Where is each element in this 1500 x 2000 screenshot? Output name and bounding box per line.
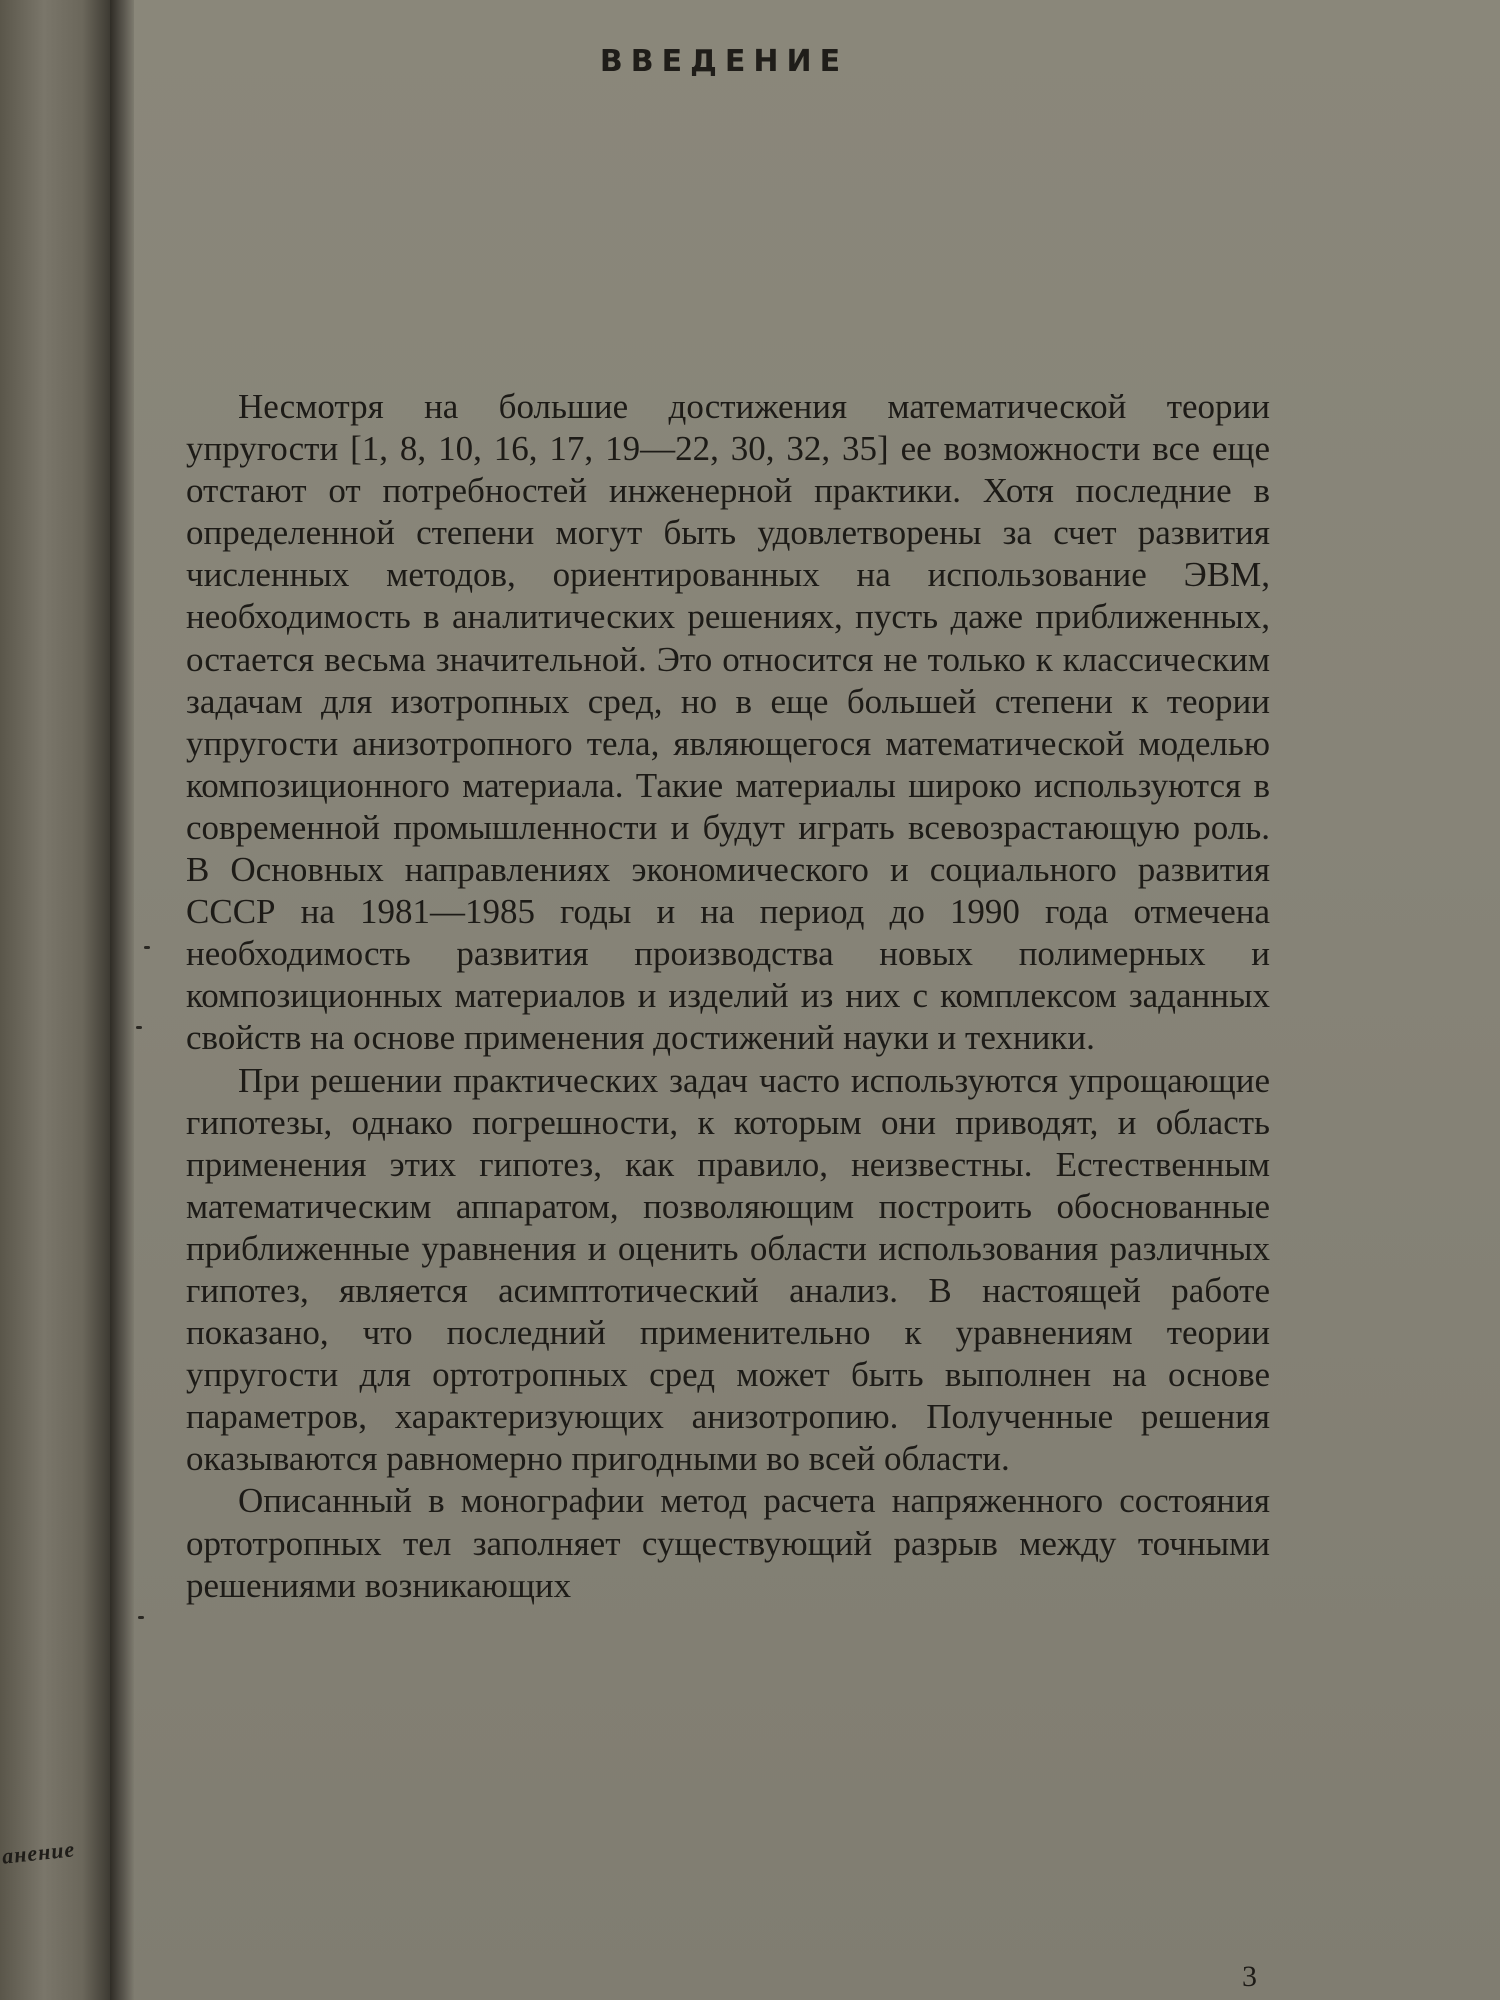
body-text — [186, 386, 1270, 1607]
paragraph-3: Описанный в монографии метод расчета напряженного состояния ортотропных тел заполняет существующий разрыв между точными решениями возникающих — [186, 1481, 1270, 1605]
ink-speck — [144, 946, 150, 949]
ink-speck — [136, 1026, 142, 1029]
page-number: 3 — [1242, 1960, 1257, 1993]
book-page — [134, 0, 1500, 2000]
ink-speck — [138, 1616, 144, 1619]
paragraph-1: Несмотря на большие достижения математической теории упругости [1, 8, 10, 16, 17, 19—22, 30, 32, 35] ее возможности все еще отстают от потребностей инженерной практики. Хотя последние в определенной степени могут быть удовлетворены за счет развития численных методов, ориентированных на использование ЭВМ, необходимость в аналитических решениях, пусть даже приближенных, остается весьма значительной. Это относится не только к классическим задачам для изотропных сред, но в еще большей степени к теории упругости анизотропного тела, являющегося математической моделью композиционного материала. Такие материалы широко используются в современной промышленности и будут играть всевозрастающую роль. В Основных направлениях экономического и социального развития СССР на 1981—1985 годы и на период до 1990 года отмечена необходимость развития производства новых полимерных и композиционных материалов и изделий из них с комплексом заданных свойств на основе применения достижений науки и техники. — [186, 387, 1270, 1058]
page-heading: ВВЕДЕНИЕ — [599, 44, 849, 79]
paragraph-2: При решении практических задач часто используются упрощающие гипотезы, однако погрешности, к которым они приводят, и область применения этих гипотез, как правило, неизвестны. Естественным математическим аппаратом, позволяющим построить обоснованные приближенные уравнения и оценить области использования различных гипотез, является асимптотический анализ. В настоящей работе показано, что последний применительно к уравнениям теории упругости для ортотропных сред может быть выполнен на основе параметров, характеризующих анизотропию. Полученные решения оказываются равномерно пригодными во всей области. — [186, 1060, 1270, 1479]
book-gutter — [110, 0, 134, 2000]
left-page — [0, 0, 110, 2000]
left-page-fragment: анение — [0, 1836, 77, 1869]
